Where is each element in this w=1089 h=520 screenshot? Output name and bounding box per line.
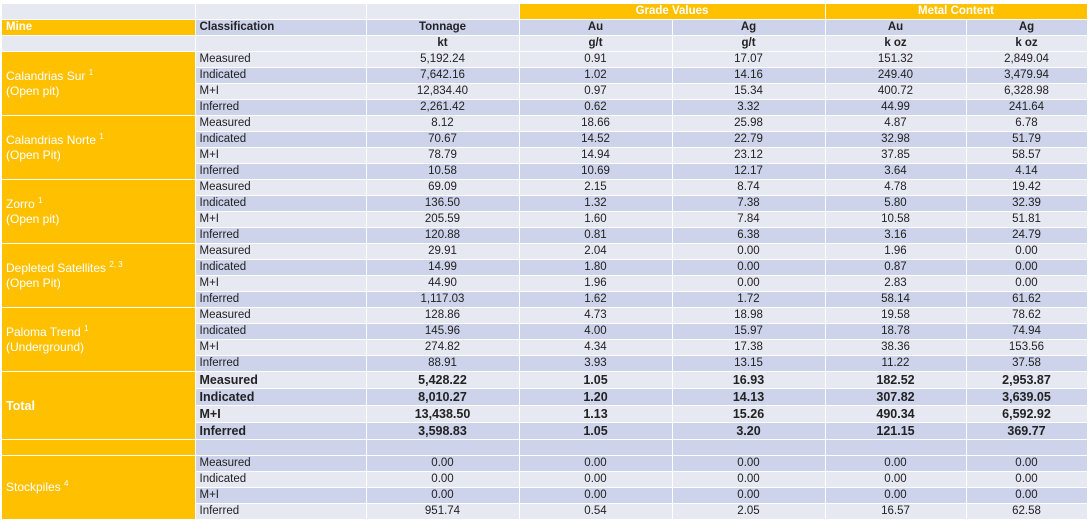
tonnage-unit: kt	[366, 36, 519, 52]
ag-grade-cell: 3.32	[672, 100, 825, 116]
classification-cell: Inferred	[195, 100, 366, 116]
ag-metal-cell: 24.79	[966, 228, 1087, 244]
tonnage-cell: 88.91	[366, 356, 519, 372]
table-row	[2, 456, 1087, 472]
au-metal-cell: 0.00	[825, 456, 966, 472]
classification-cell: M+I	[195, 406, 366, 423]
ag-metal-cell: 37.58	[966, 356, 1087, 372]
au-grade-cell: 4.34	[519, 340, 672, 356]
ag-grade-cell: 12.17	[672, 164, 825, 180]
mine-type: (Open pit)	[6, 211, 60, 226]
footnote-marker: 1	[84, 323, 89, 333]
ag-grade-cell: 16.93	[672, 372, 825, 389]
classification-cell: Indicated	[195, 324, 366, 340]
tonnage-cell: 120.88	[366, 228, 519, 244]
au-grade-cell: 1.80	[519, 260, 672, 276]
mine-name: Total	[6, 398, 35, 413]
au-metal-cell: 19.58	[825, 308, 966, 324]
ag-metal-cell: 153.56	[966, 340, 1087, 356]
ag-grade-cell: 13.15	[672, 356, 825, 372]
ag-metal-cell: 241.64	[966, 100, 1087, 116]
au-metal-cell: 0.00	[825, 488, 966, 504]
classification-cell: Inferred	[195, 356, 366, 372]
ag-metal-cell: 6.78	[966, 116, 1087, 132]
mine-name: Depleted Satellites	[6, 260, 107, 275]
au-metal-cell: 32.98	[825, 132, 966, 148]
ag-grade-cell: 1.72	[672, 292, 825, 308]
au-grade-cell: 1.32	[519, 196, 672, 212]
tonnage-cell: 29.91	[366, 244, 519, 260]
ag-grade-cell: 8.74	[672, 180, 825, 196]
au-metal-cell: 0.87	[825, 260, 966, 276]
au-grade-cell: 0.97	[519, 84, 672, 100]
au-grade-cell: 2.15	[519, 180, 672, 196]
spacer-cell	[2, 440, 195, 456]
au-metal-cell: 38.36	[825, 340, 966, 356]
tonnage-cell: 128.86	[366, 308, 519, 324]
au-metal-column-header: Au	[825, 20, 966, 36]
ag-metal-cell: 0.00	[966, 456, 1087, 472]
metal-content-header: Metal Content	[825, 4, 1087, 20]
classification-cell: Indicated	[195, 260, 366, 276]
classification-cell: Indicated	[195, 68, 366, 84]
total-label-cell	[2, 372, 195, 440]
classification-cell: Measured	[195, 52, 366, 68]
ag-grade-cell: 6.38	[672, 228, 825, 244]
classification-cell: M+I	[195, 340, 366, 356]
tonnage-cell: 70.67	[366, 132, 519, 148]
footnote-marker: 1	[38, 195, 43, 205]
au-grade-cell: 14.94	[519, 148, 672, 164]
tonnage-cell: 44.90	[366, 276, 519, 292]
classification-cell: M+I	[195, 488, 366, 504]
mine-type: (Open Pit)	[6, 275, 61, 290]
au-grade-cell: 0.81	[519, 228, 672, 244]
mine-group-cell	[2, 180, 195, 244]
au-grade-unit: g/t	[519, 36, 672, 52]
ag-metal-cell: 0.00	[966, 244, 1087, 260]
classification-cell: Measured	[195, 456, 366, 472]
classification-cell: Indicated	[195, 196, 366, 212]
ag-grade-cell: 0.00	[672, 456, 825, 472]
table-row	[2, 52, 1087, 68]
stockpiles-label-cell	[2, 456, 195, 520]
ag-metal-cell: 19.42	[966, 180, 1087, 196]
classification-cell: Measured	[195, 116, 366, 132]
mine-name: Calandrias Sur	[6, 68, 86, 83]
au-grade-cell: 0.00	[519, 456, 672, 472]
au-grade-cell: 1.13	[519, 406, 672, 423]
au-grade-cell: 0.62	[519, 100, 672, 116]
classification-cell: Measured	[195, 244, 366, 260]
spacer-cell	[825, 440, 966, 456]
au-grade-cell: 18.66	[519, 116, 672, 132]
ag-grade-column-header: Ag	[672, 20, 825, 36]
ag-metal-cell: 0.00	[966, 472, 1087, 488]
ag-grade-cell: 0.00	[672, 244, 825, 260]
au-grade-cell: 0.54	[519, 504, 672, 520]
ag-grade-cell: 15.26	[672, 406, 825, 423]
footnote-marker: 1	[99, 131, 104, 141]
au-metal-cell: 151.32	[825, 52, 966, 68]
tonnage-cell: 7,642.16	[366, 68, 519, 84]
classification-cell: Measured	[195, 372, 366, 389]
ag-metal-unit: k oz	[966, 36, 1087, 52]
header-blank-cell	[2, 4, 195, 20]
au-metal-cell: 11.22	[825, 356, 966, 372]
au-metal-cell: 1.96	[825, 244, 966, 260]
tonnage-cell: 78.79	[366, 148, 519, 164]
ag-grade-unit: g/t	[672, 36, 825, 52]
au-metal-cell: 37.85	[825, 148, 966, 164]
grade-values-header: Grade Values	[519, 4, 825, 20]
classification-cell: Inferred	[195, 228, 366, 244]
ag-grade-cell: 3.20	[672, 423, 825, 440]
au-grade-cell: 1.05	[519, 423, 672, 440]
ag-grade-cell: 14.16	[672, 68, 825, 84]
au-metal-cell: 16.57	[825, 504, 966, 520]
au-metal-cell: 0.00	[825, 472, 966, 488]
classification-cell: M+I	[195, 212, 366, 228]
au-metal-cell: 3.64	[825, 164, 966, 180]
au-grade-cell: 10.69	[519, 164, 672, 180]
au-metal-cell: 182.52	[825, 372, 966, 389]
ag-metal-cell: 0.00	[966, 260, 1087, 276]
ag-metal-cell: 62.58	[966, 504, 1087, 520]
spacer-cell	[672, 440, 825, 456]
header-column-row	[2, 20, 1087, 36]
table-row	[2, 180, 1087, 196]
ag-metal-cell: 51.79	[966, 132, 1087, 148]
au-metal-cell: 10.58	[825, 212, 966, 228]
tonnage-cell: 951.74	[366, 504, 519, 520]
ag-grade-cell: 17.07	[672, 52, 825, 68]
footnote-marker: 1	[88, 67, 94, 77]
au-grade-cell: 1.60	[519, 212, 672, 228]
ag-metal-cell: 0.00	[966, 488, 1087, 504]
mine-type: (Open Pit)	[6, 147, 61, 162]
ag-metal-cell: 74.94	[966, 324, 1087, 340]
ag-metal-cell: 51.81	[966, 212, 1087, 228]
au-metal-cell: 307.82	[825, 389, 966, 406]
tonnage-cell: 274.82	[366, 340, 519, 356]
au-grade-cell: 1.05	[519, 372, 672, 389]
mine-column-header: Mine	[2, 20, 195, 36]
au-metal-cell: 400.72	[825, 84, 966, 100]
ag-metal-cell: 2,953.87	[966, 372, 1087, 389]
tonnage-cell: 3,598.83	[366, 423, 519, 440]
ag-metal-column-header: Ag	[966, 20, 1087, 36]
ag-grade-cell: 22.79	[672, 132, 825, 148]
ag-metal-cell: 58.57	[966, 148, 1087, 164]
mine-group-cell	[2, 52, 195, 116]
au-metal-cell: 4.78	[825, 180, 966, 196]
tonnage-cell: 69.09	[366, 180, 519, 196]
classification-cell: Inferred	[195, 292, 366, 308]
classification-cell: Inferred	[195, 164, 366, 180]
mine-group-cell	[2, 116, 195, 180]
ag-metal-cell: 0.00	[966, 276, 1087, 292]
ag-grade-cell: 15.34	[672, 84, 825, 100]
tonnage-cell: 0.00	[366, 472, 519, 488]
ag-grade-cell: 18.98	[672, 308, 825, 324]
au-grade-cell: 14.52	[519, 132, 672, 148]
au-metal-cell: 3.16	[825, 228, 966, 244]
tonnage-cell: 14.99	[366, 260, 519, 276]
au-metal-cell: 4.87	[825, 116, 966, 132]
spacer-cell	[519, 440, 672, 456]
tonnage-cell: 10.58	[366, 164, 519, 180]
ag-metal-cell: 3,479.94	[966, 68, 1087, 84]
au-grade-cell: 0.91	[519, 52, 672, 68]
classification-cell: Indicated	[195, 472, 366, 488]
au-grade-cell: 1.62	[519, 292, 672, 308]
classification-column-header: Classification	[195, 20, 366, 36]
ag-metal-cell: 32.39	[966, 196, 1087, 212]
au-metal-cell: 44.99	[825, 100, 966, 116]
ag-grade-cell: 15.97	[672, 324, 825, 340]
table-row	[2, 308, 1087, 324]
tonnage-cell: 1,117.03	[366, 292, 519, 308]
ag-grade-cell: 7.84	[672, 212, 825, 228]
classification-cell: Measured	[195, 308, 366, 324]
tonnage-cell: 13,438.50	[366, 406, 519, 423]
ag-grade-cell: 0.00	[672, 488, 825, 504]
au-grade-cell: 1.02	[519, 68, 672, 84]
au-metal-cell: 2.83	[825, 276, 966, 292]
classification-cell: Inferred	[195, 504, 366, 520]
tonnage-cell: 2,261.42	[366, 100, 519, 116]
tonnage-cell: 0.00	[366, 456, 519, 472]
au-metal-cell: 249.40	[825, 68, 966, 84]
tonnage-cell: 8,010.27	[366, 389, 519, 406]
spacer-cell	[366, 440, 519, 456]
classification-cell: Indicated	[195, 132, 366, 148]
au-grade-cell: 0.00	[519, 472, 672, 488]
unit-blank-cell	[2, 36, 195, 52]
tonnage-cell: 145.96	[366, 324, 519, 340]
tonnage-cell: 205.59	[366, 212, 519, 228]
ag-metal-cell: 369.77	[966, 423, 1087, 440]
au-grade-cell: 1.96	[519, 276, 672, 292]
footnote-marker: 2, 3	[109, 259, 123, 269]
mine-type: (Open pit)	[6, 83, 60, 98]
mineral-resources-table	[2, 4, 1088, 520]
tonnage-cell: 5,192.24	[366, 52, 519, 68]
ag-metal-cell: 78.62	[966, 308, 1087, 324]
au-metal-cell: 121.15	[825, 423, 966, 440]
au-metal-cell: 58.14	[825, 292, 966, 308]
footnote-marker: 4	[64, 479, 69, 488]
classification-cell: Inferred	[195, 423, 366, 440]
tonnage-cell: 0.00	[366, 488, 519, 504]
table-row	[2, 372, 1087, 389]
spacer-cell	[195, 440, 366, 456]
ag-metal-cell: 2,849.04	[966, 52, 1087, 68]
ag-metal-cell: 3,639.05	[966, 389, 1087, 406]
classification-cell: Indicated	[195, 389, 366, 406]
au-grade-cell: 3.93	[519, 356, 672, 372]
mine-name: Zorro	[6, 196, 35, 211]
ag-grade-cell: 14.13	[672, 389, 825, 406]
ag-grade-cell: 23.12	[672, 148, 825, 164]
tonnage-cell: 8.12	[366, 116, 519, 132]
au-grade-cell: 4.73	[519, 308, 672, 324]
ag-metal-cell: 6,592.92	[966, 406, 1087, 423]
au-grade-cell: 0.00	[519, 488, 672, 504]
ag-grade-cell: 2.05	[672, 504, 825, 520]
mine-type: (Underground)	[6, 339, 85, 354]
header-group-row	[2, 4, 1087, 20]
mine-name: Calandrias Norte	[6, 132, 97, 147]
au-grade-cell: 4.00	[519, 324, 672, 340]
mine-group-cell	[2, 244, 195, 308]
ag-metal-cell: 61.62	[966, 292, 1087, 308]
ag-grade-cell: 25.98	[672, 116, 825, 132]
au-metal-cell: 18.78	[825, 324, 966, 340]
unit-blank-cell	[195, 36, 366, 52]
ag-grade-cell: 0.00	[672, 276, 825, 292]
ag-grade-cell: 0.00	[672, 260, 825, 276]
classification-cell: M+I	[195, 148, 366, 164]
mine-group-cell	[2, 308, 195, 372]
ag-grade-cell: 17.38	[672, 340, 825, 356]
ag-metal-cell: 6,328.98	[966, 84, 1087, 100]
classification-cell: Measured	[195, 180, 366, 196]
au-grade-column-header: Au	[519, 20, 672, 36]
mine-name: Stockpiles	[6, 480, 61, 494]
tonnage-cell: 136.50	[366, 196, 519, 212]
tonnage-cell: 12,834.40	[366, 84, 519, 100]
mine-name: Paloma Trend	[6, 324, 81, 339]
tonnage-cell: 5,428.22	[366, 372, 519, 389]
header-blank-cell	[195, 4, 366, 20]
spacer-cell	[966, 440, 1087, 456]
au-metal-cell: 490.34	[825, 406, 966, 423]
au-metal-unit: k oz	[825, 36, 966, 52]
table-row	[2, 244, 1087, 260]
ag-grade-cell: 0.00	[672, 472, 825, 488]
au-grade-cell: 2.04	[519, 244, 672, 260]
tonnage-column-header: Tonnage	[366, 20, 519, 36]
classification-cell: M+I	[195, 276, 366, 292]
au-metal-cell: 5.80	[825, 196, 966, 212]
header-blank-cell	[366, 4, 519, 20]
ag-metal-cell: 4.14	[966, 164, 1087, 180]
classification-cell: M+I	[195, 84, 366, 100]
ag-grade-cell: 7.38	[672, 196, 825, 212]
spacer-row	[2, 440, 1087, 456]
au-grade-cell: 1.20	[519, 389, 672, 406]
table-row	[2, 116, 1087, 132]
header-unit-row	[2, 36, 1087, 52]
